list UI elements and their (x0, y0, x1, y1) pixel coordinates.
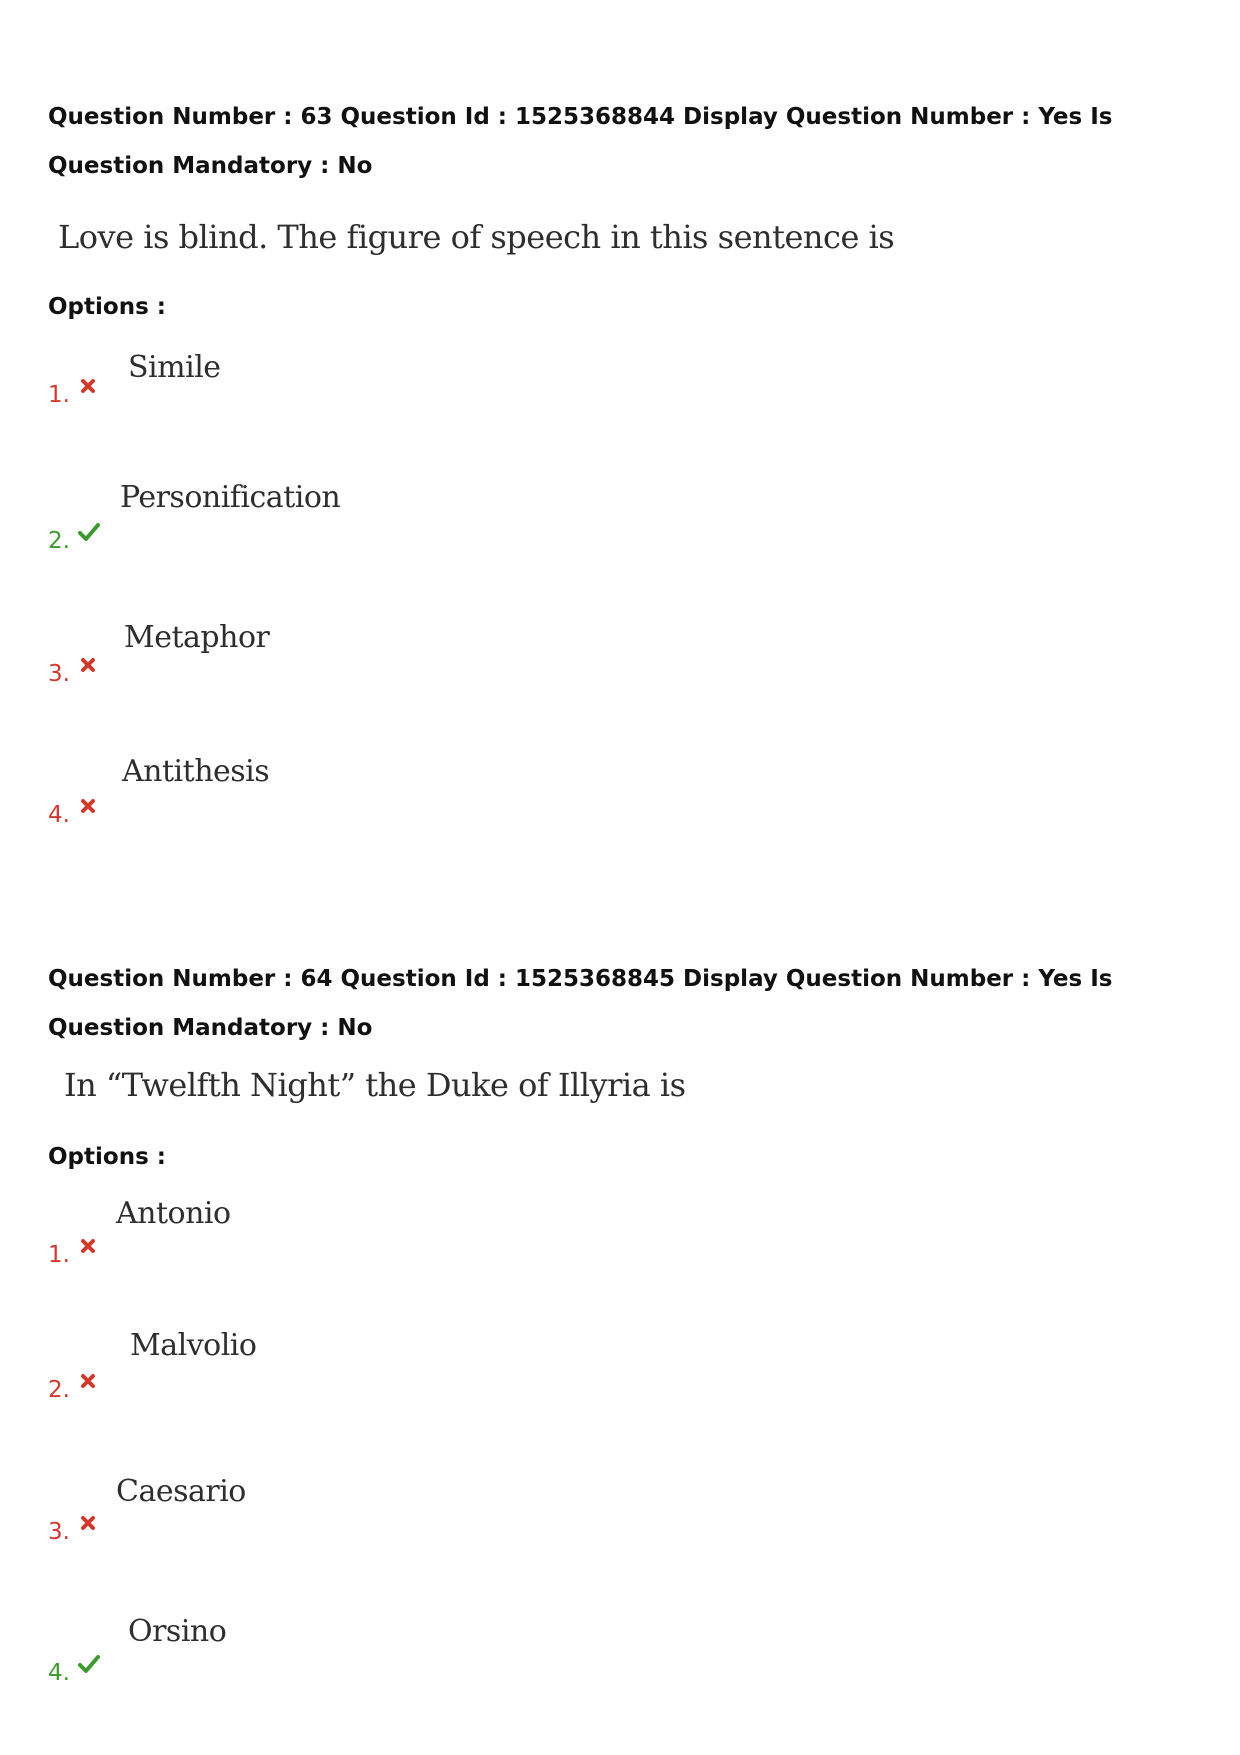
option-text: Caesario (116, 1474, 246, 1509)
cross-icon (78, 1236, 98, 1256)
option-number: 1. (48, 1242, 70, 1268)
option-text: Antonio (116, 1196, 231, 1231)
option-text: Orsino (128, 1614, 227, 1649)
option-number: 3. (48, 1519, 70, 1545)
option-number: 2. (48, 528, 70, 554)
cross-icon (78, 1371, 98, 1391)
question-text: In “Twelfth Night” the Duke of Illyria is (64, 1066, 686, 1104)
options-label: Options : (48, 1144, 166, 1170)
option-number: 4. (48, 1660, 70, 1686)
option-number: 4. (48, 802, 70, 828)
cross-icon (78, 796, 98, 816)
options-label: Options : (48, 294, 166, 320)
option-text: Antithesis (122, 754, 270, 789)
option-number: 3. (48, 661, 70, 687)
option-text: Metaphor (124, 620, 270, 655)
option-number: 2. (48, 1377, 70, 1403)
cross-icon (78, 1513, 98, 1533)
option-text: Simile (128, 350, 221, 385)
question-header: Question Number : 64 Question Id : 1525368845 Display Question Number : Yes Is Question Mandatory : No (48, 966, 1113, 1041)
cross-icon (78, 655, 98, 675)
option-number: 1. (48, 382, 70, 408)
option-text: Personification (120, 480, 341, 515)
cross-icon (78, 376, 98, 396)
question-header: Question Number : 63 Question Id : 1525368844 Display Question Number : Yes Is Question Mandatory : No (48, 104, 1113, 179)
check-icon (78, 1654, 98, 1674)
option-text: Malvolio (130, 1328, 257, 1363)
check-icon (78, 522, 98, 542)
question-text: Love is blind. The figure of speech in this sentence is (58, 218, 895, 256)
